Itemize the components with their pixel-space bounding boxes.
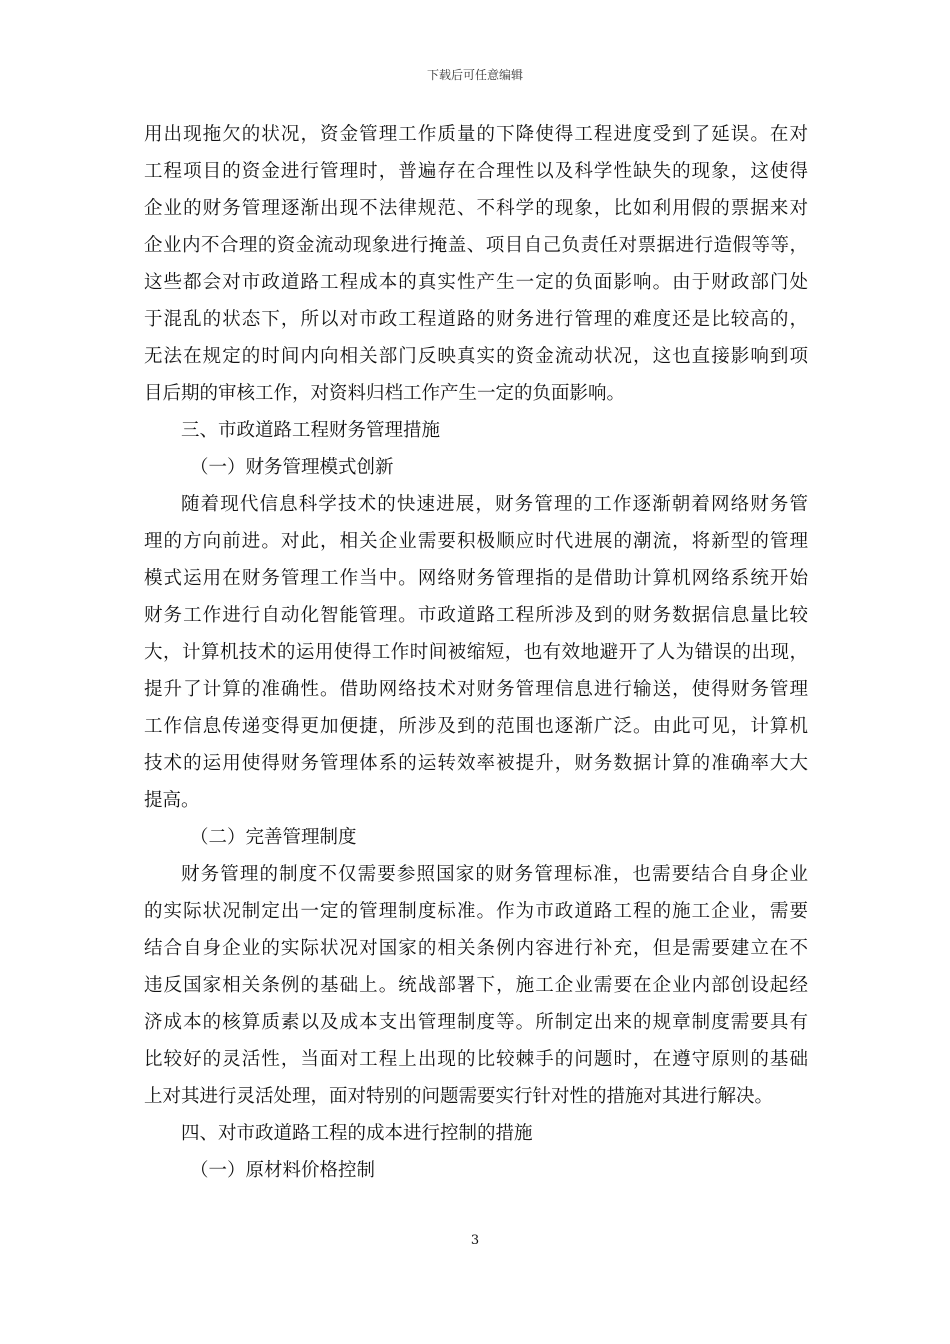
text-line: 技术的运用使得财务管理体系的运转效率被提升，财务数据计算的准确率大大 — [144, 753, 808, 774]
text-line: 违反国家相关条例的基础上。统战部署下，施工企业需要在企业内部创设起经 — [144, 975, 808, 996]
text-line: 理的方向前进。对此，相关企业需要积极顺应时代进展的潮流，将新型的管理 — [144, 531, 808, 552]
text-line: 结合自身企业的实际状况对国家的相关条例内容进行补充，但是需要建立在不 — [144, 938, 808, 959]
text-line: 于混乱的状态下，所以对市政工程道路的财务进行管理的难度还是比较高的， — [144, 309, 808, 330]
paragraph — [144, 856, 808, 1115]
section-heading: 四、对市政道路工程的成本进行控制的措施 — [181, 1123, 533, 1144]
text-line: 济成本的核算质素以及成本支出管理制度等。所制定出来的规章制度需要具有 — [144, 1012, 808, 1033]
text-line: 工作信息传递变得更加便捷，所涉及到的范围也逐渐广泛。由此可见，计算机 — [144, 716, 808, 737]
page-number: 3 — [470, 1233, 480, 1248]
text-line: 财务工作进行自动化智能管理。市政道路工程所涉及到的财务数据信息量比较 — [144, 605, 808, 626]
text-line: 无法在规定的时间内向相关部门反映真实的资金流动状况，这也直接影响到项 — [144, 346, 808, 367]
text-line: 随着现代信息科学技术的快速进展，财务管理的工作逐渐朝着网络财务管 — [181, 494, 808, 515]
paragraph — [144, 486, 808, 819]
section-heading: 三、市政道路工程财务管理措施 — [181, 420, 441, 441]
subsection-heading: （二）完善管理制度 — [190, 827, 357, 848]
subsection-heading: （一）财务管理模式创新 — [190, 457, 394, 478]
text-line: 目后期的审核工作，对资料归档工作产生一定的负面影响。 — [144, 383, 626, 404]
page-header: 下载后可任意编辑 — [426, 68, 523, 82]
text-line: 上对其进行灵活处理，面对特别的问题需要实行针对性的措施对其进行解决。 — [144, 1086, 774, 1107]
text-line: 用出现拖欠的状况，资金管理工作质量的下降使得工程进度受到了延误。在对 — [144, 124, 808, 145]
text-line: 的实际状况制定出一定的管理制度标准。作为市政道路工程的施工企业，需要 — [144, 901, 808, 922]
text-line: 企业的财务管理逐渐出现不法律规范、不科学的现象，比如利用假的票据来对 — [144, 198, 808, 219]
subsection-heading: （一）原材料价格控制 — [190, 1160, 376, 1181]
text-line: 提高。 — [144, 790, 200, 811]
text-line: 大，计算机技术的运用使得工作时间被缩短，也有效地避开了人为错误的出现， — [144, 642, 808, 663]
text-line: 模式运用在财务管理工作当中。网络财务管理指的是借助计算机网络系统开始 — [144, 568, 808, 589]
text-line: 工程项目的资金进行管理时，普遍存在合理性以及科学性缺失的现象，这使得 — [144, 161, 808, 182]
text-line: 财务管理的制度不仅需要参照国家的财务管理标准，也需要结合自身企业 — [181, 864, 808, 885]
text-line: 比较好的灵活性，当面对工程上出现的比较棘手的问题时，在遵守原则的基础 — [144, 1049, 808, 1070]
paragraph — [144, 116, 808, 412]
document-body — [144, 116, 808, 1189]
text-line: 企业内不合理的资金流动现象进行掩盖、项目自己负责任对票据进行造假等等， — [144, 235, 808, 256]
text-line: 提升了计算的准确性。借助网络技术对财务管理信息进行输送，使得财务管理 — [144, 679, 808, 700]
text-line: 这些都会对市政道路工程成本的真实性产生一定的负面影响。由于财政部门处 — [144, 272, 808, 293]
